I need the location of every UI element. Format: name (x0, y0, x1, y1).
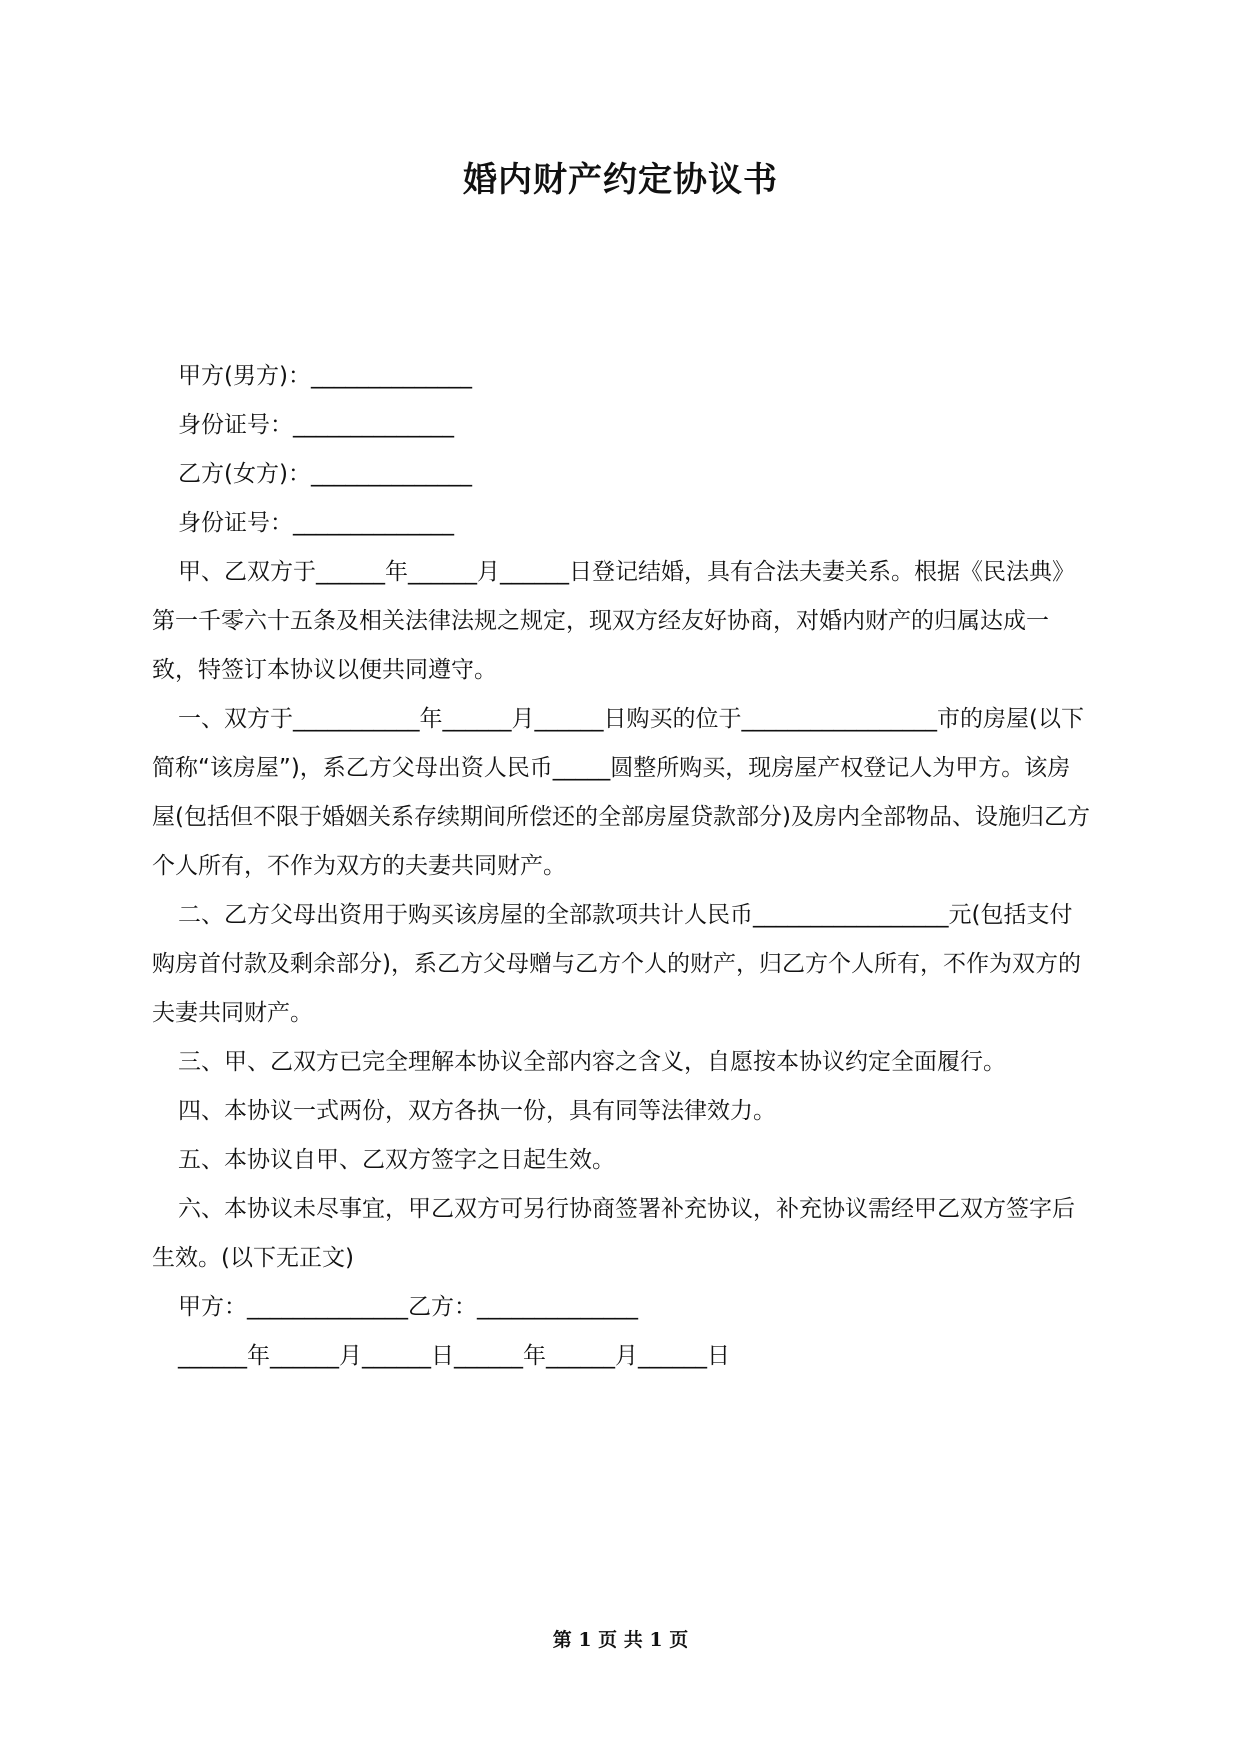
preamble-paragraph: 甲、乙双方于______年______月______日登记结婚，具有合法夫妻关系。根据《民法典》第一千零六十五条及相关法律法规之规定，现双方经友好协商，对婚内财产的归属达成一致，特签订本协议以便共同遵守。 (152, 559, 1075, 683)
clause-6-paragraph: 六、本协议未尽事宜，甲乙双方可另行协商签署补充协议，补充协议需经甲乙双方签字后生效。(以下无正文) (152, 1196, 1075, 1271)
signature-line: 甲方：______________乙方：______________ (178, 1294, 638, 1320)
party-a-line: 甲方(男方)：______________ (178, 363, 472, 389)
date-line: ______年______月______日______年______月______日 (178, 1343, 730, 1369)
party-b-line: 乙方(女方)：______________ (178, 461, 472, 487)
document-body (152, 352, 1092, 1381)
clause-5-paragraph: 五、本协议自甲、乙双方签字之日起生效。 (178, 1147, 615, 1173)
document-title: 婚内财产约定协议书 (463, 160, 778, 200)
party-b-id-line: 身份证号：______________ (178, 510, 454, 536)
clause-4-paragraph: 四、本协议一式两份，双方各执一份，具有同等法律效力。 (178, 1098, 776, 1124)
clause-1-paragraph: 一、双方于___________年______月______日购买的位于_________________市的房屋(以下简称“该房屋”)，系乙方父母出资人民币_____圆整所购买，现房屋产权登记人为甲方。该房屋(包括但不限于婚姻关系存续期间所偿还的全部房屋贷款部分)及房内全部物品、设施归乙方个人所有，不作为双方的夫妻共同财产。 (152, 706, 1090, 879)
page-footer: 第 1 页 共 1 页 (552, 1629, 689, 1651)
clause-3-paragraph: 三、甲、乙双方已完全理解本协议全部内容之含义，自愿按本协议约定全面履行。 (178, 1049, 1006, 1075)
clause-2-paragraph: 二、乙方父母出资用于购买该房屋的全部款项共计人民币_________________元(包括支付购房首付款及剩余部分)，系乙方父母赠与乙方个人的财产，归乙方个人所有，不作为双方的夫妻共同财产。 (152, 902, 1081, 1026)
party-a-id-line: 身份证号：______________ (178, 412, 454, 438)
